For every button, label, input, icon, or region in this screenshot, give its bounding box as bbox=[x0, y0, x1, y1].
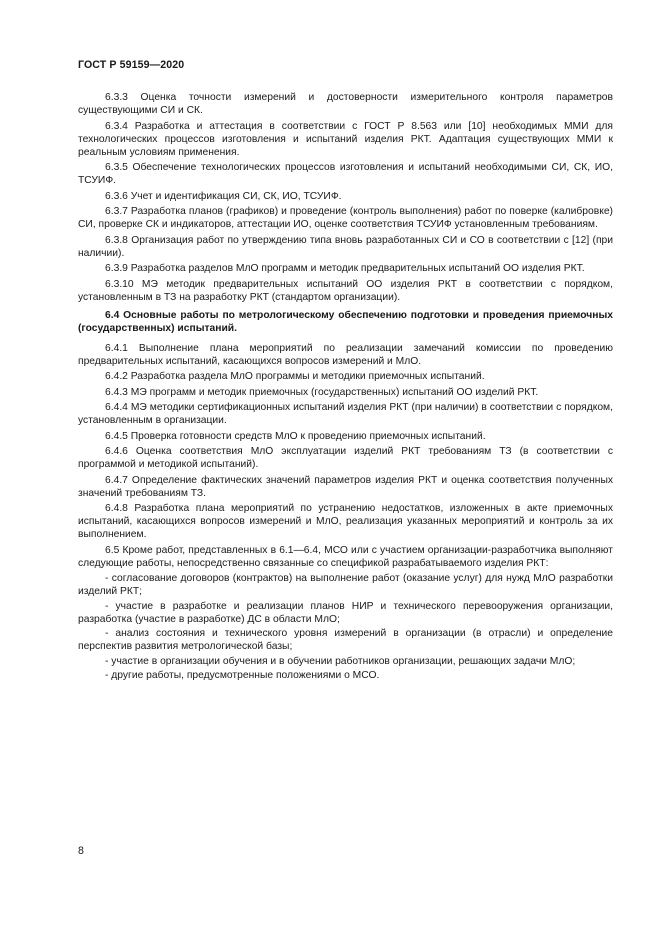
paragraph-6-4-2: 6.4.2 Разработка раздела МлО программы и методики приемочных испытаний. bbox=[105, 371, 485, 382]
paragraph-6-3-10: 6.3.10 МЭ методик предварительных испытаний ОО изделия РКТ в соответствии с порядком, установленным в ТЗ на разработку РКТ (стандартом организации). bbox=[78, 278, 613, 303]
paragraph-6-4-5: 6.4.5 Проверка готовности средств МлО к проведению приемочных испытаний. bbox=[105, 430, 486, 442]
section-heading-6-4: 6.4 Основные работы по метрологическому обеспечению подготовки и проведения приемочных (государственных) испытаний. bbox=[78, 309, 613, 334]
paragraph-6-3-7: 6.3.7 Разработка планов (графиков) и проведение (контроль выполнения) работ по поверке (калибровке) СИ, проверке СК и индикаторов, аттестации ИО, оценке соответствия ТСУИФ установленным требованиям. bbox=[78, 206, 613, 230]
paragraph-6-4-8: 6.4.8 Разработка плана мероприятий по устранению недостатков, изложенных в акте приемочных испытаний, касающихся вопросов измерений и МлО, реализация указанных мероприятий и контроль за их выполнением. bbox=[78, 503, 613, 540]
paragraph-6-4-3: 6.4.3 МЭ программ и методик приемочных (государственных) испытаний ОО изделий РКТ. bbox=[105, 386, 539, 398]
list-item: - согласование договоров (контрактов) на выполнение работ (оказание услуг) для нужд МлО разработки изделий РКТ; bbox=[78, 573, 613, 597]
paragraph-6-4-4: 6.4.4 МЭ методики сертификационных испытаний изделия РКТ (при наличии) в соответствии с порядком, установленным в организации. bbox=[78, 402, 613, 426]
paragraph-6-4-1: 6.4.1 Выполнение плана мероприятий по реализации замечаний комиссии по проведению предварительных испытаний, касающихся вопросов измерений и МлО. bbox=[78, 342, 613, 367]
paragraph-6-5: 6.5 Кроме работ, представленных в 6.1—6.4, МСО или с участием организации-разработчика выполняют следующие работы, непосредственно связанные со спецификой разрабатываемого изделия РКТ: bbox=[78, 544, 613, 569]
list-item: - участие в организации обучения и в обучении работников организации, решающих задачи МлО; bbox=[105, 655, 576, 667]
paragraph-6-3-9: 6.3.9 Разработка разделов МлО программ и методик предварительных испытаний ОО изделия РКТ. bbox=[105, 263, 585, 274]
paragraph-6-3-6: 6.3.6 Учет и идентификация СИ, СК, ИО, ТСУИФ. bbox=[105, 190, 342, 202]
paragraph-6-3-8: 6.3.8 Организация работ по утверждению типа вновь разработанных СИ и СО в соответствии с [12] (при наличии). bbox=[78, 234, 613, 259]
list-item: - другие работы, предусмотренные положениями о МСО. bbox=[105, 670, 380, 681]
paragraph-6-3-5: 6.3.5 Обеспечение технологических процессов изготовления и испытаний необходимыми СИ, СК, ИО, ТСУИФ. bbox=[78, 162, 613, 186]
paragraph-6-4-7: 6.4.7 Определение фактических значений параметров изделия РКТ и оценка соответствия полученных значений требованиям ТЗ. bbox=[78, 474, 613, 499]
document-body bbox=[78, 91, 613, 684]
list-item: - анализ состояния и технического уровня измерений в организации (в отрасли) и определение перспектив развития метрологической базы; bbox=[78, 628, 613, 652]
paragraph-6-3-4: 6.3.4 Разработка и аттестация в соответствии с ГОСТ Р 8.563 или [10] необходимых ММИ для технологических процессов изготовления и испытаний изделия РКТ. Адаптация существующих ММИ к реальным условиям применения. bbox=[78, 120, 613, 158]
page-number: 8 bbox=[78, 845, 84, 857]
paragraph-6-4-6: 6.4.6 Оценка соответствия МлО эксплуатации изделий РКТ требованиям ТЗ (в соответствии с программой и методикой испытаний). bbox=[78, 446, 613, 470]
list-item: - участие в разработке и реализации планов НИР и технического перевооружения организации, разработка (участие в разработке) ДС в области МлО; bbox=[78, 600, 613, 625]
document-header: ГОСТ Р 59159—2020 bbox=[78, 59, 185, 71]
paragraph-6-3-3: 6.3.3 Оценка точности измерений и достоверности измерительного контроля параметров существующими СИ и СК. bbox=[78, 92, 613, 116]
